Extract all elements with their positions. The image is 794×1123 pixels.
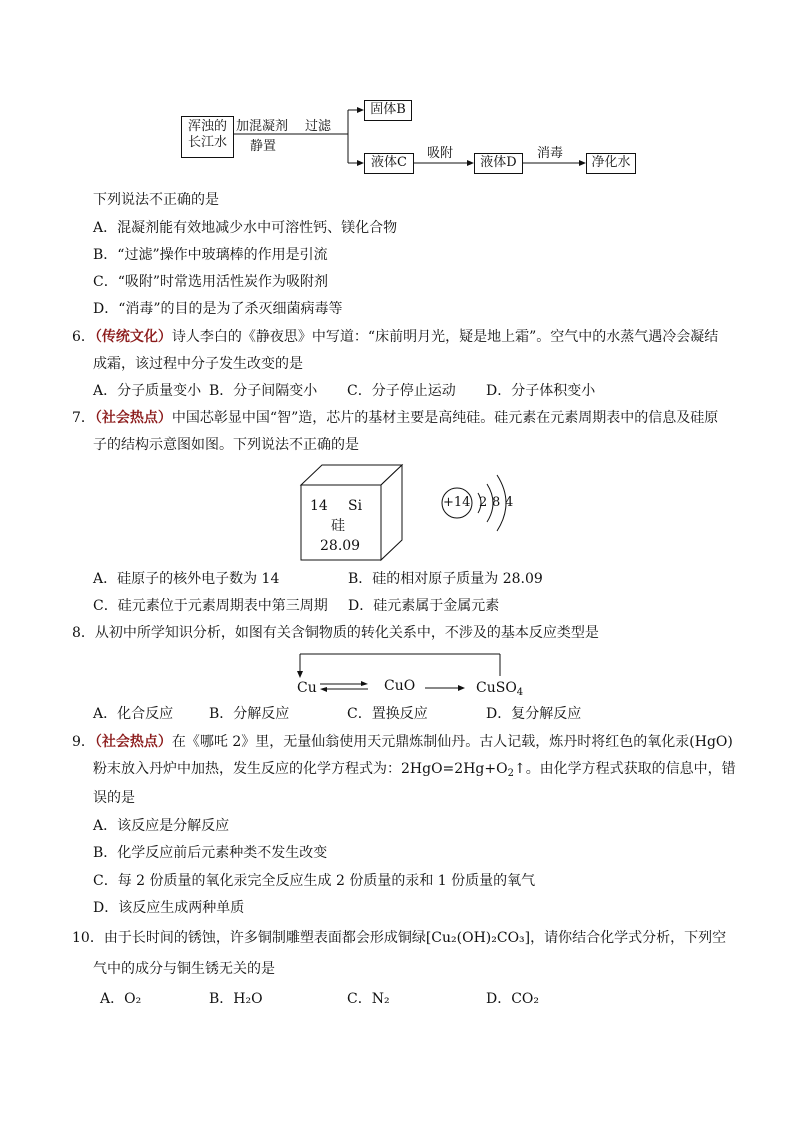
nucleus-charge: +14 bbox=[443, 495, 471, 510]
q8-option-d: D．复分解反应 bbox=[486, 706, 582, 722]
q7-option-b: B．硅的相对原子质量为 28.09 bbox=[348, 571, 543, 587]
step1-bottom-label: 静置 bbox=[250, 139, 277, 154]
q9-tag: （社会热点） bbox=[94, 734, 172, 750]
q6-option-d: D．分子体积变小 bbox=[486, 383, 596, 399]
liquid-c-box: 液体C bbox=[364, 153, 414, 174]
q5-stem: 下列说法不正确的是 bbox=[93, 192, 219, 208]
q10-option-b: B．H₂O bbox=[209, 991, 263, 1007]
solid-b-box: 固体B bbox=[364, 100, 412, 121]
q9-text-2-post: 。由化学方程式获取的信息中，错 bbox=[525, 761, 736, 777]
q9-option-d: D．该反应生成两种单质 bbox=[93, 900, 245, 916]
filter-label: 过滤 bbox=[305, 119, 332, 134]
step1-top-label: 加混凝剂 bbox=[236, 119, 289, 134]
q9-equation bbox=[401, 761, 526, 777]
q9-option-c: C．每 2 份质量的氧化汞完全反应生成 2 份质量的汞和 1 份质量的氧气 bbox=[93, 873, 536, 889]
atomic-mass: 28.09 bbox=[320, 538, 361, 554]
q6-number: 6． bbox=[72, 329, 95, 345]
q10-text-1-post: ，请你结合化学式分析，下列空 bbox=[530, 930, 727, 946]
q9-option-a: A．该反应是分解反应 bbox=[93, 818, 230, 834]
cuso4-main: CuSO bbox=[476, 680, 517, 696]
q9-number: 9． bbox=[72, 734, 95, 750]
q7-option-d: D．硅元素属于金属元素 bbox=[348, 598, 500, 614]
q7-option-a: A．硅原子的核外电子数为 14 bbox=[93, 571, 280, 587]
q5-option-b: B．“过滤”操作中玻璃棒的作用是引流 bbox=[93, 247, 328, 263]
q9-text-2-pre: 粉末放入丹炉中加热，发生反应的化学方程式为： bbox=[93, 761, 401, 777]
cu-label: Cu bbox=[297, 680, 317, 696]
clean-water-box: 净化水 bbox=[586, 153, 636, 174]
adsorb-label: 吸附 bbox=[427, 146, 454, 161]
q10-line-2: 气中的成分与铜生锈无关的是 bbox=[93, 961, 275, 977]
q10-option-c: C．N₂ bbox=[347, 991, 390, 1007]
q6-option-a: A．分子质量变小 bbox=[93, 383, 202, 399]
atomic-number: 14 bbox=[310, 498, 328, 514]
q5-option-d: D．“消毒”的目的是为了杀灭细菌病毒等 bbox=[93, 301, 343, 317]
q9-line-1 bbox=[72, 732, 733, 752]
q6-option-c: C．分子停止运动 bbox=[347, 383, 456, 399]
q9-text-1: 在《哪吒 2》里，无量仙翁使用天元鼎炼制仙丹。古人记载，炼丹时将红色的氧化汞(HgO) bbox=[171, 734, 733, 750]
q10-line-1 bbox=[72, 928, 726, 948]
q10-option-a: A．O₂ bbox=[100, 991, 142, 1007]
q8-line-1: 8．从初中所学知识分析，如图有关含铜物质的转化关系中，不涉及的基本反应类型是 bbox=[72, 625, 599, 641]
disinfect-label: 消毒 bbox=[537, 146, 564, 161]
q6-tag: （传统文化） bbox=[94, 329, 172, 345]
q7-text-1: 中国芯彰显中国“智”造，芯片的基材主要是高纯硅。硅元素在元素周期表中的信息及硅原 bbox=[171, 410, 719, 426]
q8-option-c: C．置换反应 bbox=[347, 706, 428, 722]
cuso4-subscript: 4 bbox=[516, 687, 524, 698]
q10-text-1-pre: 10．由于长时间的锈蚀，许多铜制雕塑表面都会形成铜绿 bbox=[72, 930, 426, 946]
q9-line-3: 误的是 bbox=[93, 790, 135, 806]
shell-2-electrons: 8 bbox=[492, 495, 501, 510]
cuo-label: CuO bbox=[384, 678, 416, 694]
source-line-2: 长江水 bbox=[187, 135, 227, 150]
q7-tag: （社会热点） bbox=[94, 410, 172, 426]
q5-option-a: A．混凝剂能有效地减少水中可溶性钙、镁化合物 bbox=[93, 220, 398, 236]
cuso4-label bbox=[476, 680, 523, 701]
liquid-d-box: 液体D bbox=[474, 153, 523, 174]
q9-option-b: B．化学反应前后元素种类不发生改变 bbox=[93, 845, 328, 861]
q6-option-b: B．分子间隔变小 bbox=[209, 383, 318, 399]
q7-option-c: C．硅元素位于元素周期表中第三周期 bbox=[93, 598, 328, 614]
q10-option-d: D．CO₂ bbox=[486, 991, 540, 1007]
element-name: 硅 bbox=[331, 518, 345, 534]
q8-option-a: A．化合反应 bbox=[93, 706, 174, 722]
shell-1-electrons: 2 bbox=[479, 495, 488, 510]
q8-option-b: B．分解反应 bbox=[209, 706, 290, 722]
q5-option-c: C．“吸附”时常选用活性炭作为吸附剂 bbox=[93, 274, 329, 290]
q9-equation-main: 2HgO=2Hg+O bbox=[401, 761, 508, 777]
source-line-1: 浑浊的 bbox=[187, 119, 227, 134]
q6-line-2: 成霜，该过程中分子发生改变的是 bbox=[93, 356, 303, 372]
element-symbol: Si bbox=[348, 498, 363, 514]
shell-3-electrons: 4 bbox=[505, 495, 514, 510]
q10-formula: [Cu₂(OH)₂CO₃] bbox=[425, 930, 531, 946]
q9-line-2 bbox=[93, 759, 736, 784]
q9-equation-subscript: 2 bbox=[507, 768, 514, 779]
q7-line-2: 子的结构示意图如图。下列说法不正确的是 bbox=[93, 437, 359, 453]
q7-number: 7． bbox=[72, 410, 95, 426]
q9-equation-arrow: ↑ bbox=[513, 761, 526, 777]
q6-text-1: 诗人李白的《静夜思》中写道：“床前明月光，疑是地上霜”。空气中的水蒸气遇冷会凝结 bbox=[171, 329, 719, 345]
